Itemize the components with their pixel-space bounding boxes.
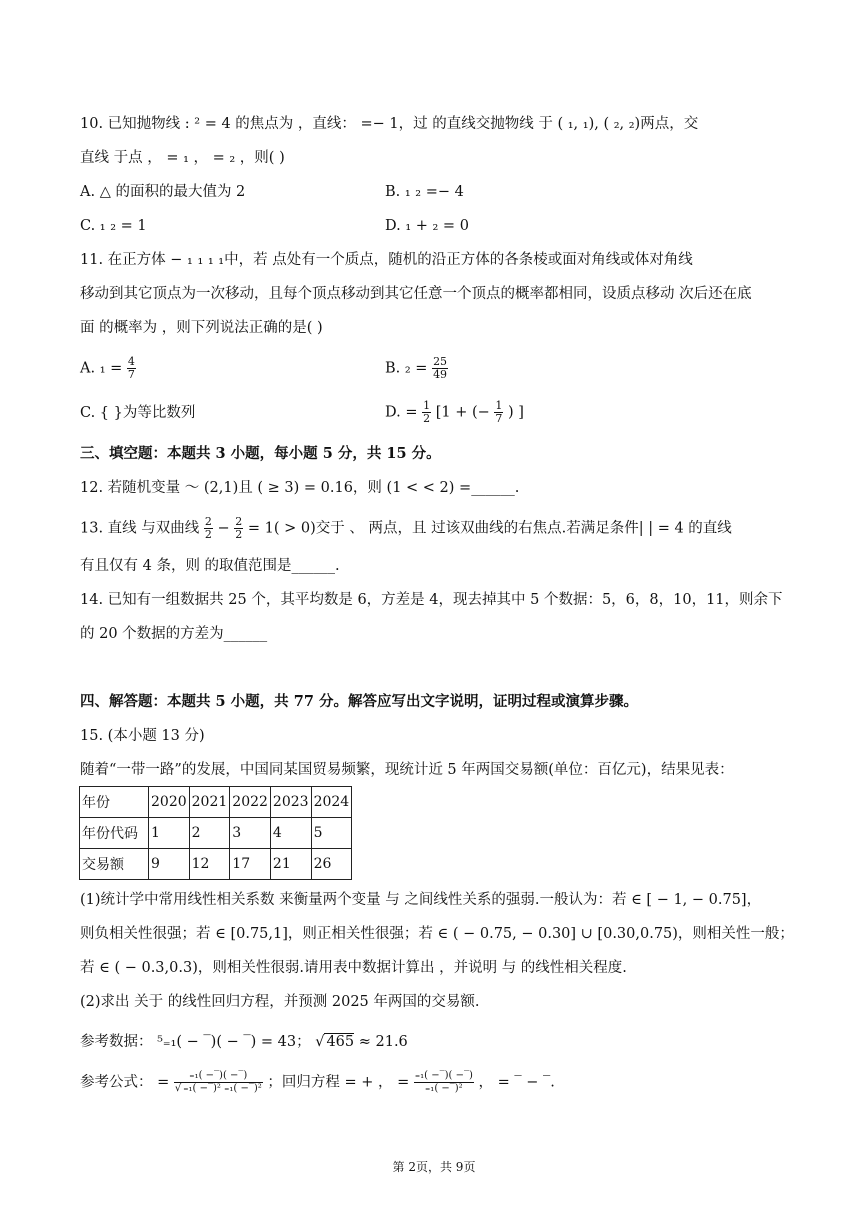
q13-suffix: = 1( > 0)交于 、 两点，且 过该双曲线的右焦点.若满足条件| | = 4 的直线 bbox=[247, 520, 732, 537]
correlation-equals: = bbox=[157, 1074, 170, 1091]
fraction-denominator bbox=[174, 1083, 263, 1095]
q13-prefix: 13. 直线 与双曲线 bbox=[80, 520, 200, 537]
q15-part1-line3: 若 ∈ ( − 0.3,0.3)，则相关性很弱.请用表中数据计算出 ，并说明 与 的线性相关程度. bbox=[80, 960, 627, 976]
table-cell: 9 bbox=[149, 849, 190, 880]
q14-line1: 14. 已知有一组数据共 25 个，其平均数是 6，方差是 4，现去掉其中 5 个数据：5，6，8，10，11，则余下 bbox=[80, 592, 783, 608]
fraction-numerator: 1 bbox=[423, 399, 431, 412]
table-cell: 2 bbox=[189, 818, 230, 849]
q11-option-b bbox=[385, 356, 448, 381]
q10-option-b: B. ₁ ₂ =− 4 bbox=[385, 184, 464, 200]
q15-reference-formula bbox=[80, 1070, 555, 1095]
q15-reference-data bbox=[80, 1032, 408, 1052]
q14-line2: 的 20 个数据的方差为______ bbox=[80, 626, 268, 642]
fraction-numerator: 2 bbox=[204, 515, 212, 528]
fraction-denominator: 2 bbox=[423, 412, 431, 425]
sqrt-symbol: √ bbox=[174, 1083, 182, 1094]
section-3-heading: 三、填空题：本题共 3 小题，每小题 5 分，共 15 分。 bbox=[80, 445, 441, 462]
q10-line2: 直线 于点 ， = ₁ ， = ₂ ，则( ) bbox=[80, 150, 285, 166]
q11-line3: 面 的概率为 ，则下列说法正确的是( ) bbox=[80, 320, 323, 336]
q11-option-d-seventh bbox=[494, 400, 503, 425]
trade-data-table bbox=[79, 786, 352, 880]
q11-option-d-suffix: ) ] bbox=[507, 404, 524, 421]
q13-minus: − bbox=[217, 520, 230, 537]
q15-intro: 随着“一带一路”的发展，中国同某国贸易频繁，现统计近 5 年两国交易额(单位：百亿元)，结果见表： bbox=[80, 762, 734, 778]
q11-option-c: C. { }为等比数列 bbox=[80, 405, 196, 421]
q15-part1-line2: 则负相关性很强；若 ∈ [0.75,1]，则正相关性很强；若 ∈ ( − 0.75, − 0.30] ∪ [0.30,0.75)，则相关性一般； bbox=[80, 926, 794, 942]
table-cell: 2020 bbox=[149, 787, 190, 818]
fraction-denominator: 2 bbox=[235, 528, 243, 541]
q13-line2: 有且仅有 4 条，则 的取值范围是______. bbox=[80, 558, 340, 574]
sqrt-radicand: 465 bbox=[326, 1034, 355, 1050]
table-cell: 交易额 bbox=[80, 849, 149, 880]
fraction-numerator: ₌₁( −‾)( −‾) bbox=[174, 1070, 263, 1083]
q11-line2: 移动到其它顶点为一次移动，且每个顶点移动到其它任意一个顶点的概率都相同，设质点移动 次后还在底 bbox=[80, 286, 752, 302]
q10-option-c: C. ₁ ₂ = 1 bbox=[80, 218, 147, 234]
q10-option-a: A. △ 的面积的最大值为 2 bbox=[80, 184, 246, 200]
page-footer: 第 2页，共 9页 bbox=[392, 1160, 476, 1174]
fraction-denominator: 2 bbox=[204, 528, 212, 541]
q12-text: 12. 若随机变量 ～ (2,1)且 ( ≥ 3) = 0.16，则 (1 < < 2) =______. bbox=[80, 480, 520, 496]
sqrt-radicand: ₌₁( −‾)² ₌₁( −‾)² bbox=[183, 1083, 262, 1094]
sqrt-approx: ≈ 21.6 bbox=[358, 1034, 408, 1050]
table-cell: 2024 bbox=[311, 787, 352, 818]
table-cell: 3 bbox=[230, 818, 271, 849]
q15-part2: (2)求出 关于 的线性回归方程，并预测 2025 年两国的交易额. bbox=[80, 994, 480, 1010]
reference-formula-label: 参考公式： bbox=[80, 1074, 153, 1091]
section-4-heading: 四、解答题：本题共 5 小题，共 77 分。解答应写出文字说明，证明过程或演算步骤。 bbox=[80, 693, 638, 710]
fraction-numerator: 1 bbox=[495, 399, 503, 412]
fraction-denominator: 49 bbox=[433, 368, 448, 381]
table-cell: 12 bbox=[189, 849, 230, 880]
q11-option-d-prefix: D. = bbox=[385, 404, 418, 421]
table-cell: 年份代码 bbox=[80, 818, 149, 849]
correlation-formula bbox=[174, 1070, 263, 1095]
fraction-numerator: 25 bbox=[433, 355, 448, 368]
fraction-denominator: 7 bbox=[127, 368, 135, 381]
q10-option-d: D. ₁ + ₂ = 0 bbox=[385, 218, 469, 234]
table-cell: 4 bbox=[270, 818, 311, 849]
fraction-numerator: 2 bbox=[235, 515, 243, 528]
fraction-numerator: ₌₁( −‾)( −‾) bbox=[414, 1070, 473, 1081]
fraction-numerator: 4 bbox=[127, 355, 135, 368]
intercept-formula: ， = ‾ − ‾. bbox=[478, 1074, 555, 1091]
q11-option-a bbox=[80, 356, 136, 381]
table-cell: 26 bbox=[311, 849, 352, 880]
table-cell: 2021 bbox=[189, 787, 230, 818]
fraction-denominator: 7 bbox=[495, 412, 503, 425]
table-cell: 21 bbox=[270, 849, 311, 880]
q13-fraction-2 bbox=[234, 516, 243, 541]
table-row bbox=[80, 818, 352, 849]
reference-data-sum: ⁵₌₁( − ‾)( − ‾) = 43； bbox=[157, 1034, 311, 1050]
q11-option-b-prefix: B. ₂ = bbox=[385, 360, 428, 377]
regression-equation: ；回归方程 = + ， = bbox=[267, 1074, 410, 1091]
slope-formula bbox=[414, 1070, 474, 1095]
q15-title: 15. (本小题 13 分) bbox=[80, 728, 205, 744]
table-row bbox=[80, 849, 352, 880]
table-cell: 2023 bbox=[270, 787, 311, 818]
q15-part1-line1: (1)统计学中常用线性相关系数 来衡量两个变量 与 之间线性关系的强弱.一般认为：若 ∈ [ − 1, − 0.75]， bbox=[80, 892, 762, 908]
table-cell: 5 bbox=[311, 818, 352, 849]
reference-data-label: 参考数据： bbox=[80, 1034, 153, 1050]
table-row bbox=[80, 787, 352, 818]
q11-line1: 11. 在正方体 − ₁ ₁ ₁ ₁中，若 点处有一个质点，随机的沿正方体的各条棱或面对角线或体对角线 bbox=[80, 252, 693, 268]
q11-option-d-middle: [1 + (− bbox=[435, 404, 490, 421]
q13-line1 bbox=[80, 516, 732, 541]
q11-option-b-fraction bbox=[432, 356, 448, 381]
table-cell: 年份 bbox=[80, 787, 149, 818]
table-cell: 1 bbox=[149, 818, 190, 849]
q10-line1: 10. 已知抛物线 : ² = 4 的焦点为 ，直线： =− 1，过 的直线交抛物线 于 ( ₁, ₁), ( ₂, ₂)两点，交 bbox=[80, 116, 699, 132]
q11-option-d-half bbox=[422, 400, 431, 425]
fraction-denominator: ₌₁( −‾)² bbox=[425, 1083, 463, 1094]
q13-fraction-1 bbox=[204, 516, 213, 541]
q11-option-d bbox=[385, 400, 524, 425]
q11-option-a-fraction bbox=[127, 356, 136, 381]
table-cell: 17 bbox=[230, 849, 271, 880]
q11-option-a-prefix: A. ₁ = bbox=[80, 360, 123, 377]
table-cell: 2022 bbox=[230, 787, 271, 818]
sqrt-symbol: √ bbox=[315, 1034, 325, 1050]
